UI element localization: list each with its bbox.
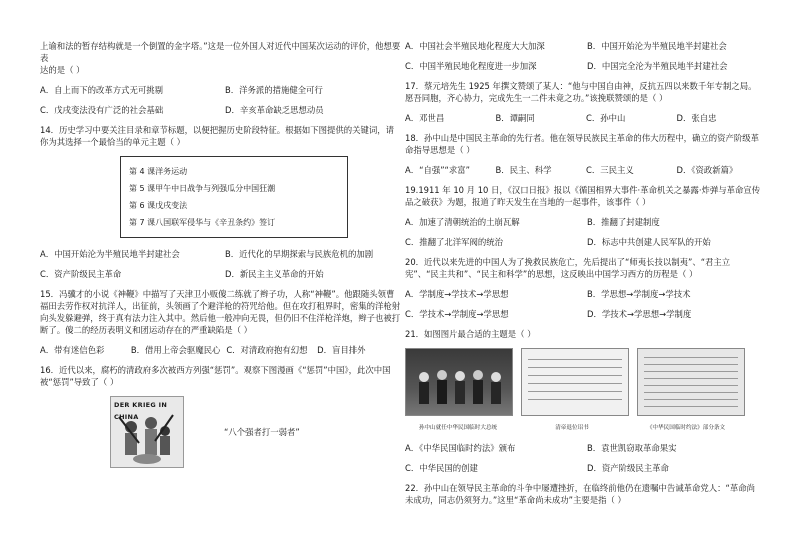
- q20-stem: 20．近代以来先进的中国人为了挽救民族危亡，先后提出了“师夷长技以制夷”、“君主立宪”、“民主共和”、“民主和科学”的思想，这反映出中国学习西方的历程是（ ）: [405, 257, 731, 279]
- q14-option-b: B．近代化的早期探索与民族危机的加剧: [225, 249, 374, 259]
- q20-option-a: A．学制度→学技术→学思想: [405, 289, 509, 299]
- q19-option-c: C．推翻了北洋军阀的统治: [405, 237, 503, 247]
- intro-line-2: 达的是（ ）: [40, 65, 85, 75]
- q18-option-a: A．“自强”“求富”: [405, 165, 470, 175]
- q21-options: [405, 442, 761, 474]
- q18-option-d: D．《资政新篇》: [676, 165, 738, 175]
- q18-options: [405, 164, 761, 176]
- q17-stem: 17．蔡元培先生 1925 年撰文赞颂了某人：“他与中国自由神，反抗五四以来数千年专制之局。愿吾同胞，齐心协力，完成先生一二件未竟之功。”该挽联赞颂的是（ ）: [405, 81, 757, 103]
- q20-option-b: B．学思想→学制度→学技术: [587, 289, 691, 299]
- q15-option-d: D．盲目排外: [317, 345, 366, 355]
- q17-option-b: B．谭嗣同: [495, 113, 535, 123]
- right-column: [405, 40, 761, 514]
- abdication-edict-photo: [521, 348, 629, 416]
- unit-lesson-6: 第 6 课戊戌变法: [129, 201, 188, 210]
- unit-lesson-7: 第 7 课八国联军侵华与《辛丑条约》签订: [129, 218, 276, 227]
- option-c: C．戊戌变法没有广泛的社会基础: [40, 105, 164, 115]
- option-a: A．自上而下的改革方式无可挑剔: [40, 85, 163, 95]
- inauguration-people: [406, 349, 512, 415]
- q14-option-d: D．新民主主义革命的开始: [225, 269, 324, 279]
- q17-option-a: A．邓世昌: [405, 113, 445, 123]
- q22-stem: 22．孙中山在领导民主革命的斗争中屡遭挫折，在临终前他仍在遗嘱中告诫革命党人：“革命尚未成功，同志仍须努力。”这里“革命尚未成功”主要是指（ ）: [405, 483, 755, 505]
- q14-stem: 14．历史学习中要关注目录和章节标题，以便把握历史阶段特征。根据如下图提供的关键词，请你为其选择一个最恰当的单元主题（ ）: [40, 125, 395, 147]
- q21-option-b: B．袁世凯窃取革命果实: [587, 443, 677, 453]
- q20-option-d: D．学技术→学思想→学制度: [587, 309, 692, 319]
- inauguration-photo: [405, 348, 513, 416]
- cartoon-image: [110, 396, 184, 468]
- unit-lesson-5: 第 5 课甲午中日战争与列强瓜分中国狂潮: [129, 184, 276, 193]
- q16-option-a: A．中国社会半殖民地化程度大大加深: [405, 41, 545, 51]
- left-column: [40, 40, 402, 476]
- cartoon-title: DER KRIEG IN CHINA: [114, 401, 168, 421]
- q17-option-d: D．张自忠: [676, 113, 717, 123]
- prev-question-options: [40, 84, 402, 116]
- intro-line-1: 上谕和法的暂存结构就是一个倒置的金字塔。”这是一位外国人对近代中国某次运动的评价，他想要表: [40, 41, 401, 63]
- option-b: B．洋务派的措施健全可行: [225, 85, 323, 95]
- q15-option-a: A．带有迷信色彩: [40, 345, 105, 355]
- intro-text: [40, 40, 402, 76]
- q15-stem: 15．冯骥才的小说《神鞭》中描写了天津卫小贩傻二练就了辫子功，人称“神鞭”。他跟随头领曹福田去劳作权对抗洋人，出征前，头领画了个避洋枪的符咒给他。但在攻打租界时，密集的洋枪射向头发躲避弹，终于真有法力注入其中。然后他一般冲向无畏，但仍旧不住洋枪洋炮，辫子也被打断了。傻二的经历表明义和团运动存在的严重缺陷是（ ）: [40, 289, 401, 335]
- q16-option-b: B．中国开始沦为半殖民地半封建社会: [587, 41, 727, 51]
- photo-caption-2: 清帝退位诏书: [555, 425, 589, 431]
- q18-option-b: B．民主、科学: [495, 165, 552, 175]
- q21-stem: 21．如图图片最合适的主题是（ ）: [405, 329, 536, 339]
- q19-option-d: D．标志中共创建人民军队的开始: [587, 237, 711, 247]
- photo-caption-1: 孙中山就任中华民国临时大总统: [418, 425, 498, 431]
- q15-option-b: B．借用上帝会驱魔民心: [130, 345, 221, 355]
- q18-stem: 18．孙中山是中国民主革命的先行者。他在领导民族民主革命的伟大历程中，确立的资产阶级革命指导思想是（ ）: [405, 133, 760, 155]
- q21-option-d: D．资产阶级民主革命: [587, 463, 669, 473]
- q14-option-c: C．资产阶级民主革命: [40, 269, 122, 279]
- q20-option-c: C．学技术→学制度→学思想: [405, 309, 509, 319]
- provisional-constitution-photo: [637, 348, 745, 416]
- unit-lesson-4: 第 4 课洋务运动: [129, 167, 188, 176]
- q20-options: [405, 288, 761, 320]
- q15-option-c: C．对清政府抱有幻想: [226, 345, 308, 355]
- q19-option-a: A．加速了清朝统治的土崩瓦解: [405, 217, 520, 227]
- cartoon-caption: “八个强者打一弱者”: [224, 427, 300, 437]
- q19-option-b: B．推翻了封建制度: [587, 217, 660, 227]
- q16-figure: [110, 396, 402, 468]
- q21-photo-captions: [405, 422, 761, 434]
- q16-stem: 16．近代以来，腐朽的清政府多次被西方列强“惩罚”。观察下图漫画《“惩罚”中国》，此次中国被“惩罚”导致了（ ）: [40, 365, 391, 387]
- q19-stem: 19.1911 年 10 月 10 日，《汉口日报》报以《循国相界大事件·革命机关之暴露·炸弹与革命宣传品之破获》为题，报道了昨天发生在当地的一起事件，该事件（ ）: [405, 185, 761, 207]
- option-d: D．辛亥革命缺乏思想动员: [225, 105, 324, 115]
- q19-options: [405, 216, 761, 248]
- q21-photos: [405, 348, 761, 416]
- q15-options: [40, 344, 402, 356]
- q21-option-c: C．中华民国的创建: [405, 463, 478, 473]
- q14-unit-box: [120, 156, 348, 238]
- q16-option-d: D．中国完全沦为半殖民地半封建社会: [587, 61, 728, 71]
- q16-options: [405, 40, 761, 72]
- photo-caption-3: 《中华民国临时约法》部分条文: [646, 425, 726, 431]
- q17-option-c: C．孙中山: [586, 113, 626, 123]
- q14-option-a: A．中国开始沦为半殖民地半封建社会: [40, 249, 180, 259]
- q18-option-c: C．三民主义: [586, 165, 634, 175]
- q16-option-c: C．中国半殖民地化程度进一步加深: [405, 61, 537, 71]
- q21-option-a: A．《中华民国临时约法》颁布: [405, 443, 516, 453]
- q14-options: [40, 248, 402, 280]
- q17-options: [405, 112, 761, 124]
